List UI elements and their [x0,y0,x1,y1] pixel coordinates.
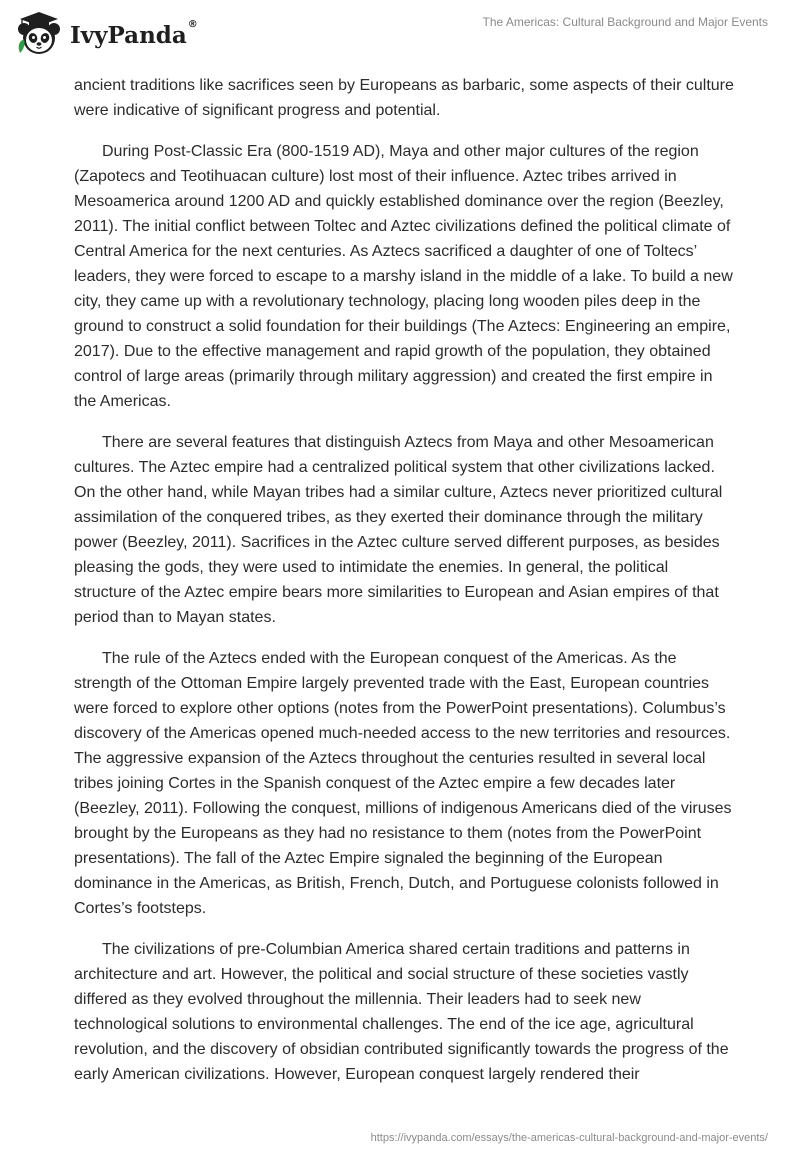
brand-name [70,18,198,49]
paragraph: The rule of the Aztecs ended with the European conquest of the Americas. As the strength of the Ottoman Empire largely prevented trade with the East, European countries were forced to explore other options (notes from the PowerPoint presentations). Columbus’s discovery of the Americas opened much-needed access to the new territories and resources. The aggressive expansion of the Aztecs throughout the centuries resulted in several local tribes joining Cortes in the Spanish conquest of the Aztec empire a few decades later (Beezley, 2011). Following the conquest, millions of indigenous Americans died of the viruses brought by the Europeans as they had no resistance to them (notes from the PowerPoint presentations). The fall of the Aztec Empire signaled the beginning of the European dominance in the Americas, as British, French, Dutch, and Portuguese colonists followed in Cortes’s footsteps. [74,650,732,917]
paragraph: There are several features that distinguish Aztecs from Maya and other Mesoamerican cultures. The Aztec empire had a centralized political system that other civilizations lacked. On the other hand, while Mayan tribes had a similar culture, Aztecs never prioritized cultural assimilation of the conquered tribes, as they exerted their dominance through the military power (Beezley, 2011). Sacrifices in the Aztec culture served different purposes, as besides pleasing the gods, they were used to intimidate the enemies. In general, the political structure of the Aztec empire bears more similarities to European and Asian empires of that period than to Mayan states. [74,434,723,626]
brand-name-text: IvyPanda [70,21,187,49]
paragraph: ancient traditions like sacrifices seen by Europeans as barbaric, some aspects of their culture were indicative of significant progress and potential. [74,77,734,119]
panda-graduation-cap-icon [14,9,64,59]
paragraph: During Post-Classic Era (800-1519 AD), Maya and other major cultures of the region (Zapotecs and Teotihuacan culture) lost most of their influence. Aztec tribes arrived in Mesoamerica around 1200 AD and quickly established dominance over the region (Beezley, 2011). The initial conflict between Toltec and Aztec civilizations defined the political climate of Central America for the next centuries. As Aztecs sacrificed a daughter of one of Toltecs’ leaders, they were forced to escape to a marshy island in the middle of a lake. To build a new city, they came up with a revolutionary technology, placing long wooden piles deep in the ground to construct a solid foundation for their buildings (The Aztecs: Engineering an empire, 2017). Due to the effective management and rapid growth of the population, they obtained control of large areas (primarily through military aggression) and created the first empire in the Americas. [74,143,733,410]
page-header [0,0,800,70]
registered-mark: ® [187,18,198,30]
paragraph: The civilizations of pre-Columbian America shared certain traditions and patterns in architecture and art. However, the political and social structure of these societies vastly differed as they evolved throughout the millennia. Their leaders had to seek new technological solutions to environmental challenges. The end of the ice age, agricultural revolution, and the discovery of obsidian contributed significantly towards the progress of the early American civilizations. However, European conquest largely rendered their [74,941,729,1083]
source-url[interactable]: https://ivypanda.com/essays/the-americas-cultural-background-and-major-events/ [370,1132,768,1144]
essay-body [74,73,734,1103]
ivypanda-logo[interactable] [14,9,198,59]
document-title: The Americas: Cultural Background and Major Events [482,15,768,29]
